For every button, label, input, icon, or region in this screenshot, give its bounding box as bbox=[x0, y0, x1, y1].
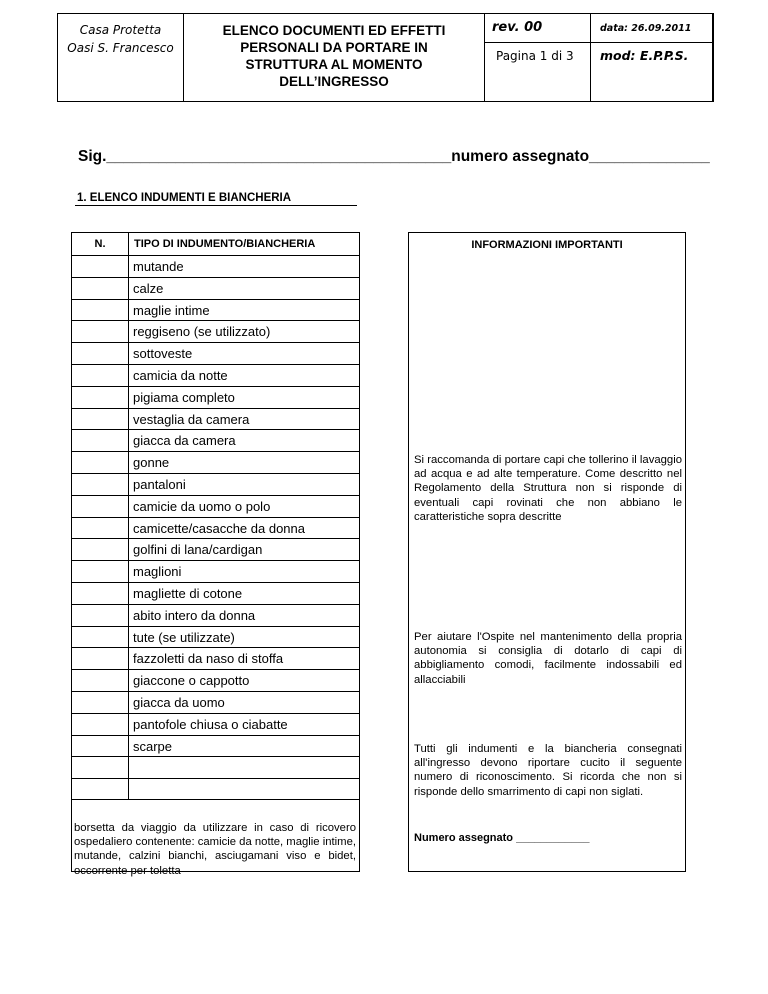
table-row bbox=[72, 778, 359, 800]
document-title-cell bbox=[184, 14, 485, 101]
garment-label: pantofole chiusa o ciabatte bbox=[133, 716, 288, 732]
garment-label: mutande bbox=[133, 259, 184, 274]
garment-label: sottoveste bbox=[133, 346, 193, 362]
travel-bag-note: borsetta da viaggio da utilizzare in caso di ricovero ospedaliero contenente: camicie da notte, maglie intime, mutande, calzini bianchi, asciugamani viso e bidet, occorrente per toletta bbox=[74, 822, 356, 877]
garment-label: giaccone o cappotto bbox=[133, 673, 250, 689]
table-row bbox=[72, 604, 359, 626]
document-header bbox=[57, 13, 714, 102]
garment-label: pantaloni bbox=[133, 477, 186, 492]
org-name-line1: Casa Protetta bbox=[79, 23, 162, 37]
header-divider bbox=[485, 42, 713, 43]
table-row bbox=[72, 386, 359, 408]
title-line1: ELENCO DOCUMENTI ED EFFETTI bbox=[222, 23, 446, 38]
garment-label: reggiseno (se utilizzato) bbox=[133, 324, 271, 340]
table-row bbox=[72, 495, 359, 517]
table-row bbox=[72, 364, 359, 386]
garment-label: abito intero da donna bbox=[133, 607, 256, 623]
table-row bbox=[72, 255, 359, 277]
table-row bbox=[72, 735, 359, 757]
assigned-number-field: Numero assegnato ____________ bbox=[414, 832, 590, 844]
info-box-title: INFORMAZIONI IMPORTANTI bbox=[471, 239, 623, 251]
garment-label: maglioni bbox=[133, 564, 182, 580]
table-row bbox=[72, 626, 359, 648]
important-info-box bbox=[408, 232, 686, 872]
table-row bbox=[72, 429, 359, 451]
table-row bbox=[72, 451, 359, 473]
garment-label: tute (se utilizzate) bbox=[133, 629, 235, 645]
table-row bbox=[72, 582, 359, 604]
section-title-underline bbox=[75, 205, 357, 206]
table-row bbox=[72, 473, 359, 495]
table-row bbox=[72, 299, 359, 321]
table-row bbox=[72, 538, 359, 560]
garment-label: maglie intime bbox=[133, 302, 210, 318]
section-title bbox=[77, 192, 357, 206]
table-row bbox=[72, 517, 359, 539]
title-line4: DELL’INGRESSO bbox=[279, 74, 389, 89]
garments-table bbox=[71, 232, 360, 877]
garment-label: giacca da uomo bbox=[133, 695, 225, 710]
autonomy-advice: Per aiutare l'Ospite nel mantenimento della propria autonomia si consiglia di dotarlo di capi di abbigliamento comodi, facilmente indossabili ed allacciabili bbox=[414, 631, 682, 686]
organization-cell bbox=[58, 14, 184, 101]
page-number: Pagina 1 di 3 bbox=[496, 49, 574, 63]
garment-label: vestaglia da camera bbox=[133, 411, 250, 427]
table-row bbox=[72, 408, 359, 430]
column-header-number: N. bbox=[94, 238, 106, 250]
table-row bbox=[72, 691, 359, 713]
table-footer-divider bbox=[72, 799, 359, 800]
table-row bbox=[72, 647, 359, 669]
garment-label: gonne bbox=[133, 455, 170, 471]
table-row bbox=[72, 320, 359, 342]
garment-label: magliette di cotone bbox=[133, 586, 243, 601]
garment-label: giacca da camera bbox=[133, 433, 236, 449]
garment-label: golfini di lana/cardigan bbox=[133, 542, 263, 558]
labeling-advice: Tutti gli indumenti e la biancheria consegnati all'ingresso devono riportare cucito il seguente numero di riconoscimento. Si ricorda che non si risponde dello smarrimento di capi non siglati. bbox=[414, 743, 682, 798]
title-line2: PERSONALI DA PORTARE IN bbox=[240, 40, 428, 55]
signature-line: Sig.________________________________________numero assegnato______________ bbox=[78, 148, 710, 165]
garment-label: fazzoletti da naso di stoffa bbox=[133, 651, 284, 667]
table-row bbox=[72, 560, 359, 582]
garment-label: scarpe bbox=[133, 738, 173, 754]
column-header-type: TIPO DI INDUMENTO/BIANCHERIA bbox=[134, 238, 316, 250]
revision-label: rev. 00 bbox=[492, 20, 543, 35]
garment-label: calze bbox=[133, 280, 164, 296]
date-label: data: 26.09.2011 bbox=[600, 23, 692, 34]
table-row bbox=[72, 713, 359, 735]
table-row bbox=[72, 277, 359, 299]
module-code: mod: E.P.P.S. bbox=[600, 48, 689, 63]
table-row bbox=[72, 669, 359, 691]
org-name-line2: Oasi S. Francesco bbox=[67, 41, 174, 55]
garment-label: camicia da notte bbox=[133, 368, 228, 383]
title-line3: STRUTTURA AL MOMENTO bbox=[245, 57, 423, 72]
washing-advice: Si raccomanda di portare capi che tollerino il lavaggio ad acqua e ad alte temperature. Come descritto nel Regolamento della Struttura non si risponde di eventuali capi rovinati che non abbiano le caratteristiche sopra descritte bbox=[414, 454, 682, 523]
garment-label: camicette/casacche da donna bbox=[133, 520, 305, 536]
table-row bbox=[72, 342, 359, 364]
garment-label: pigiama completo bbox=[133, 389, 235, 405]
table-row bbox=[72, 756, 359, 778]
section-title-text: 1. ELENCO INDUMENTI E BIANCHERIA bbox=[77, 192, 292, 204]
garment-label: camicie da uomo o polo bbox=[133, 498, 271, 514]
